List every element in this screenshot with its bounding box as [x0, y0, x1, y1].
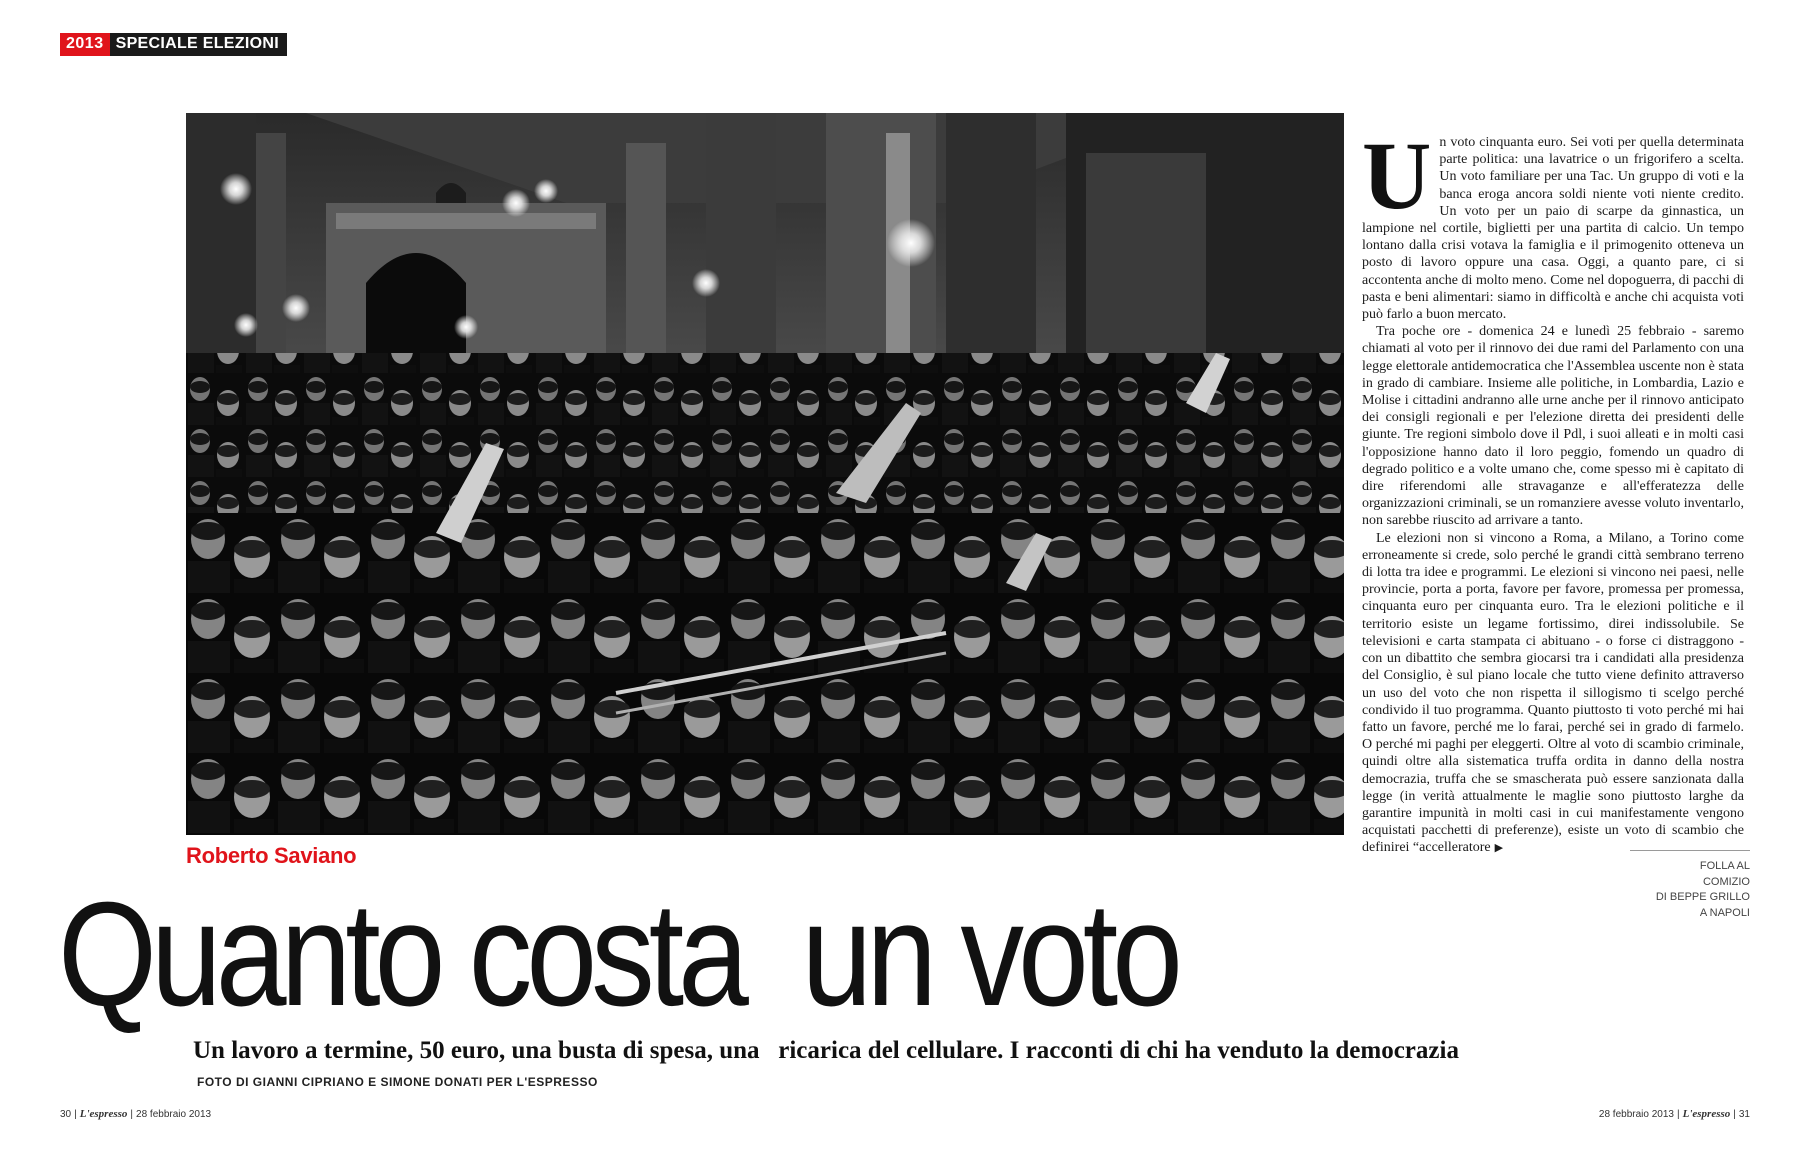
photo-credit: FOTO DI GIANNI CIPRIANO E SIMONE DONATI PER L'ESPRESSO: [197, 1075, 598, 1089]
section-tag: [60, 33, 287, 56]
subheadline: Un lavoro a termine, 50 euro, una busta di spesa, una ricarica del cellulare. I racconti di chi ha venduto la democrazia: [193, 1037, 1459, 1064]
headline: [58, 872, 1758, 1037]
caption-line: A NAPOLI: [1699, 906, 1750, 919]
magazine-logo: L'espresso: [79, 1108, 128, 1120]
folio-right: 28 febbraio 2013 | L'espresso | 31: [1598, 1108, 1750, 1120]
drop-cap: U: [1362, 122, 1432, 229]
headline-text: Quanto costa un voto: [58, 872, 1177, 1037]
issue-date: 28 febbraio 2013: [136, 1109, 212, 1120]
caption-line: DI BEPPE GRILLO: [1655, 891, 1750, 903]
folio-left: 30 | L'espresso | 28 febbraio 2013: [60, 1108, 212, 1120]
caption-line: COMIZIO: [1702, 875, 1750, 888]
author-byline: Roberto Saviano: [186, 843, 357, 868]
issue-date: 28 febbraio 2013: [1598, 1109, 1674, 1120]
continue-arrow-icon: ▶: [1494, 842, 1504, 855]
article-paragraph: [1362, 530, 1744, 858]
caption-line: FOLLA AL: [1699, 860, 1750, 872]
article-paragraph-text: Le elezioni non si vincono a Roma, a Milano, a Torino come erroneamente si crede, solo perché le grandi città sembrano terreno di lotta tra idee e programmi. Le elezioni si vincono nei paesi, nelle provincie, porta a porta, favore per favore, promessa per promessa, cinquanta euro per cinquanta euro. Tra le elezioni politiche e il territorio esiste un legame fortissimo, direi indissolubile. Se televisioni e carta stampata ci abituano - o forse ci distraggono - con un dibattito che sembra giocarsi tra i candidati alla presidenza del Consiglio, è sul piano locale che tutto viene definito attraverso un uso del voto che non rispetta il sillogismo ti scelgo perché condivido il tuo programma. Quanto piuttosto ti voto perché mi hai fatto un favore, perché me lo farai, perché sei in grado di farmelo. O perché mi paghi per eleggerti. Oltre al voto di scambio criminale, quindi oltre alla sistematica truffa ordita in danno della nostra democrazia, truffa che se smascherata può essere sanzionata dalla legge (in verità attualmente le maglie sono piuttosto larghe da garantire impunità in molti casi in cui manifestamente vengono acquistati pacchetti di preferenze), esiste un voto di scambio che definirei “accelleratore: [1362, 530, 1744, 856]
crowd-photo: [186, 113, 1344, 835]
section-label: SPECIALE ELEZIONI: [110, 33, 287, 56]
page-number: 31: [1738, 1109, 1750, 1120]
magazine-logo: L'espresso: [1682, 1108, 1731, 1120]
article-body: [1362, 122, 1744, 858]
page-number: 30: [60, 1109, 72, 1120]
section-year: 2013: [60, 33, 110, 56]
article-paragraph: n voto cinquanta euro. Sei voti per quella determinata parte politica: una lavatrice o un frigorifero a scelta. Un voto familiare per una Tac. Un gruppo di voti e la banca eroga ancora soldi niente voti niente credito. Un voto per un paio di scarpe da ginnastica, un lampione nel cortile, biglietti per una partita di calcio. Un tempo lontano dalla crisi votava la famiglia e il primogenito otteneva un posto di lavoro oppure una casa. Oggi, a quanto pare, ci si accontenta anche di molto meno. Come nel dopoguerra, di pacchi di pasta e beni alimentari: siamo in difficoltà e anche chi acquista voti può farlo a buon mercato.: [1362, 135, 1744, 323]
article-paragraph: Tra poche ore - domenica 24 e lunedì 25 febbraio - saremo chiamati al voto per il rinnovo dei due rami del Parlamento con una legge elettorale antidemocratica che l'Assemblea uscente non è stata in grado di cambiare. Insieme alle politiche, in Lombardia, Lazio e Molise i cittadini andranno alle urne anche per il rinnovo anticipato dei consigli regionali e per l'elezione diretta dei presidenti delle giunte. Tre regioni simbolo dove il Pdl, i suoi alleati e in molti casi l'opposizione hanno dato il loro peggio, fomendo un quadro di degrado politico e a volte umano che, come spesso mi è capitato di dire riferendomi alle stravaganze e all'efferatezza delle organizzazioni criminali, se un romanziere avesse voluto inventarlo, non sarebbe riuscito ad arrivare a tanto.: [1362, 324, 1744, 529]
crowd-photo-illustration: [186, 113, 1344, 835]
